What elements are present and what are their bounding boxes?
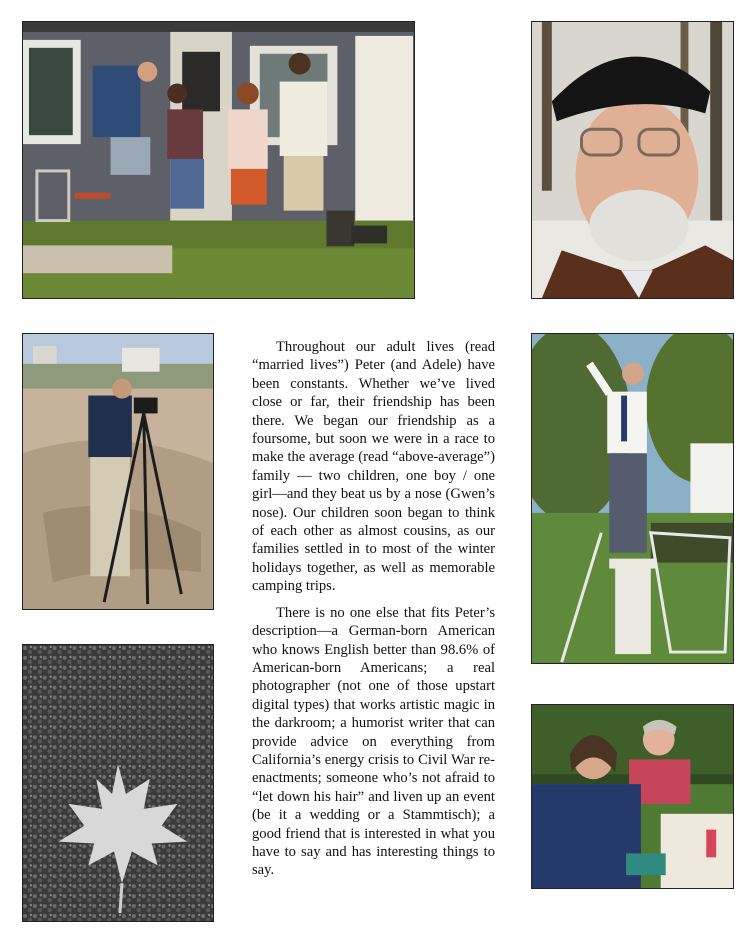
couple-at-table-photo (531, 704, 734, 889)
photographer-tripod-photo (22, 333, 214, 610)
maple-leaf-bw-photo (22, 644, 214, 922)
portrait-man-cap-photo (531, 21, 734, 299)
tribute-text (252, 338, 495, 888)
paragraph-1: Throughout our adult lives (read “married lives”) Peter (and Adele) have been constants. Whether we’ve lived close or far, their friendship has been there. We began our friendship as a foursome, but soon we were in a race to make the average (read “above-average”) family — two children, one boy / one girl—and they beat us by a nose (Gwen’s nose). Our children soon began to think of each other as almost cousins, as our families settled in to most of the winter holidays together, as well as memorable camping trips. (252, 339, 495, 595)
family-group-photo (22, 21, 415, 299)
paragraph-2: There is no one else that fits Peter’s description—a German-born American who knows English better than 98.6% of American-born Americans; a real photographer (not one of those upstart digital types) that works artistic magic in the darkroom; a humorist writer that can provide advice on everything from California’s energy crisis to Civil War re-enactments; someone who’s not afraid to “let down his hair” and liven up an event (be it a wedding or a Stammtisch); a good friend that is interested in what you have to say and has interesting things to say. (252, 604, 495, 879)
man-flexing-pedestal-photo (531, 333, 734, 664)
